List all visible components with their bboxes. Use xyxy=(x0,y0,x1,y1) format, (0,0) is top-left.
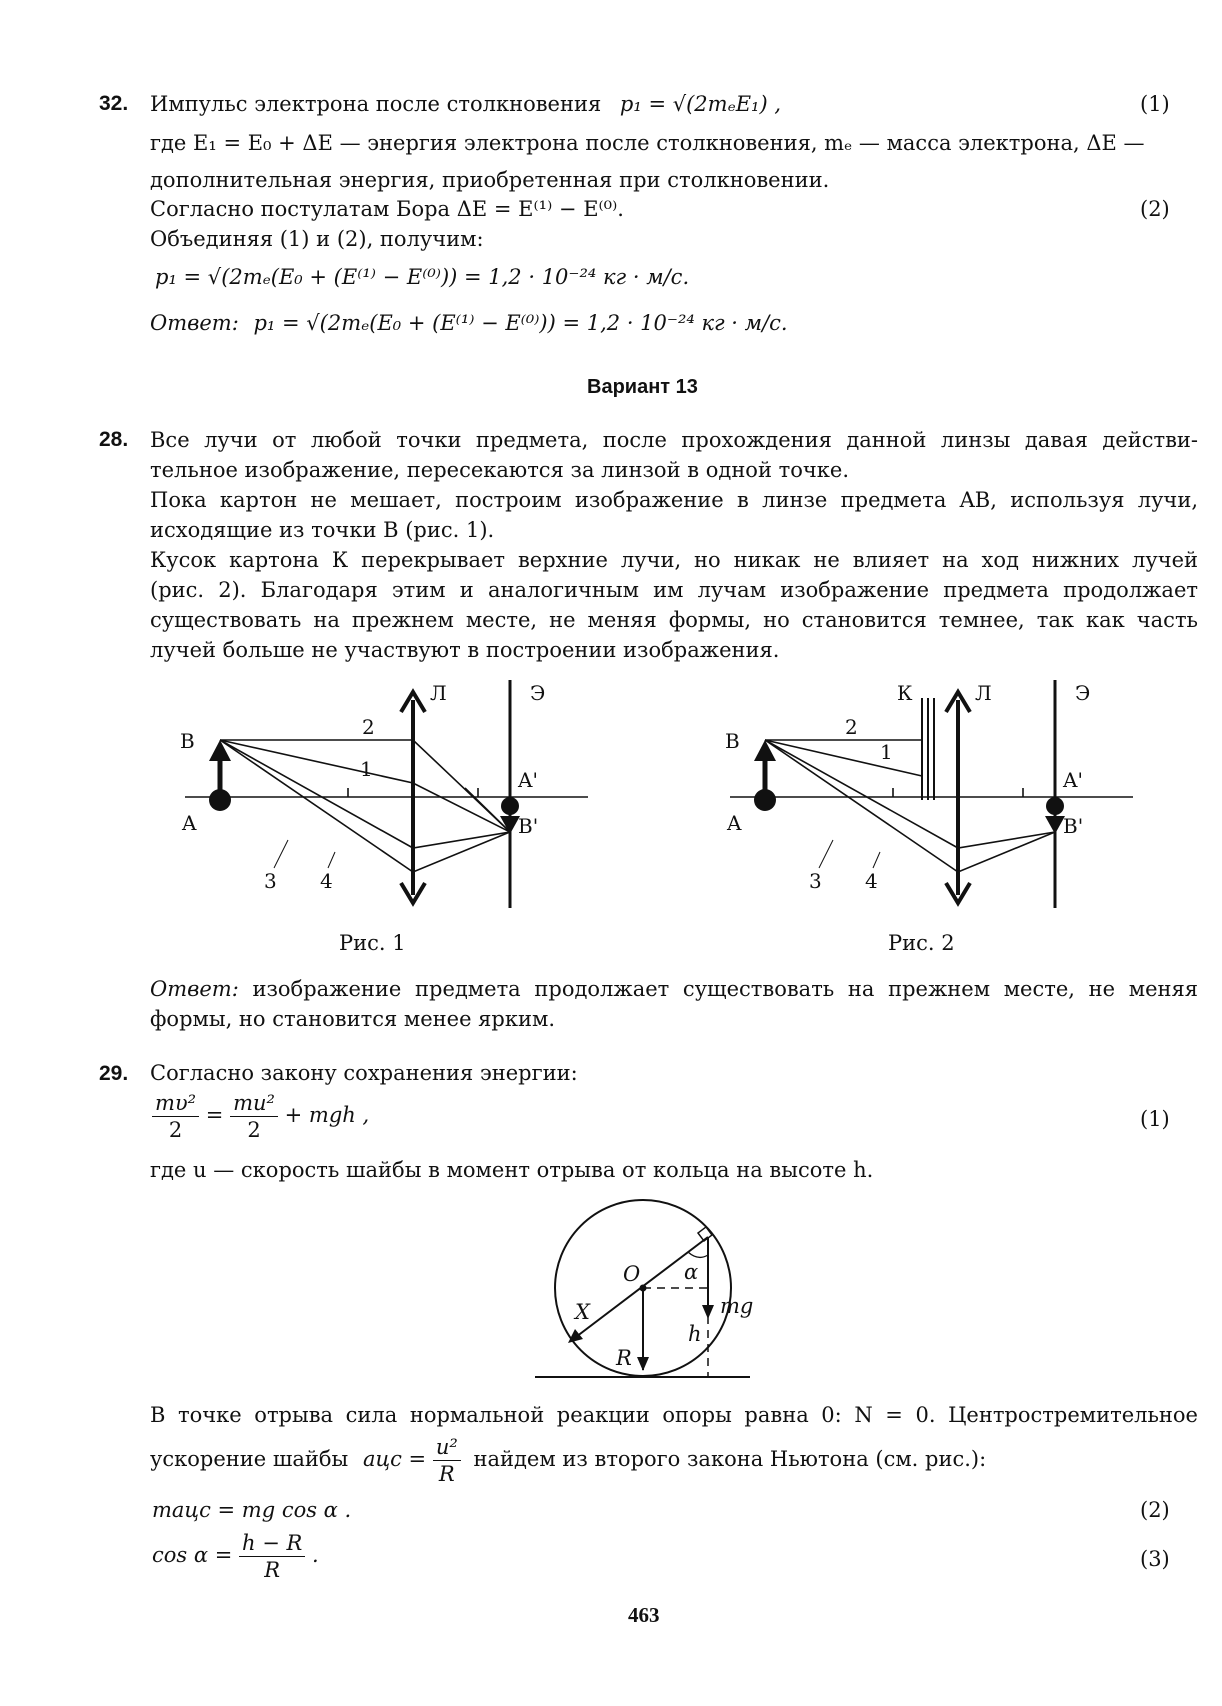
label-B: B xyxy=(180,729,195,753)
fraction-denominator: R xyxy=(438,1462,455,1486)
text-line: (рис. 2). Благодаря этим и аналогичным им лучам изображение предмета продолжает xyxy=(150,578,1198,602)
section-heading: Вариант 13 xyxy=(587,376,698,398)
label-ray-3: 3 xyxy=(264,869,277,893)
label-h: h xyxy=(688,1322,702,1346)
text-line: исходящие из точки B (рис. 1). xyxy=(150,518,495,542)
label-alpha: α xyxy=(684,1260,699,1284)
label-B-prime: B' xyxy=(1063,814,1084,838)
label-B-prime: B' xyxy=(518,814,539,838)
label-screen: Э xyxy=(530,681,546,705)
leader-line xyxy=(274,840,288,868)
ray-3 xyxy=(765,740,1055,848)
leader-line xyxy=(873,852,880,868)
label-lens: Л xyxy=(975,681,992,705)
formula-tail: + mgh , xyxy=(284,1103,370,1127)
lens-diagram-fig2 xyxy=(725,670,1145,910)
leader-line xyxy=(819,840,833,868)
label-A-prime: A' xyxy=(518,768,538,792)
label-ray-4: 4 xyxy=(320,869,333,893)
text-line: лучей больше не участвуют в построении изображения. xyxy=(150,638,780,662)
problem-number: 32. xyxy=(99,92,129,115)
label-cardboard: К xyxy=(897,681,913,705)
label-ray-4: 4 xyxy=(865,869,878,893)
text-line: тельное изображение, пересекаются за линзой в одной точке. xyxy=(150,458,849,482)
fraction xyxy=(433,1434,461,1487)
equation-number: (1) xyxy=(1140,92,1170,116)
answer-label: Ответ: xyxy=(150,311,239,335)
equation-number: (3) xyxy=(1140,1547,1170,1571)
text-line: существовать на прежнем месте, не меняя формы, но становится темнее, так как часть xyxy=(150,608,1198,632)
fraction-numerator: mυ² xyxy=(152,1090,199,1117)
text-line xyxy=(150,1434,986,1487)
image-point-A2 xyxy=(1046,797,1064,815)
text-line: Согласно постулатам Бора ΔE = E⁽¹⁾ − E⁽⁰⁾. xyxy=(150,197,624,221)
label-screen: Э xyxy=(1075,681,1091,705)
formula: p₁ = √(2mₑE₁) , xyxy=(619,92,782,116)
text-line: Все лучи от любой точки предмета, после прохождения данной линзы давая действи- xyxy=(150,428,1198,452)
label-O: O xyxy=(623,1262,641,1286)
label-A-prime: A' xyxy=(1063,768,1083,792)
ray-4 xyxy=(765,740,1055,872)
label-X: X xyxy=(575,1300,590,1324)
label-ray-1: 1 xyxy=(360,757,373,781)
answer-label: Ответ: xyxy=(150,977,239,1001)
formula-lhs: cos α = xyxy=(152,1543,233,1567)
label-ray-2: 2 xyxy=(362,715,375,739)
image-arrowhead xyxy=(1045,816,1065,834)
text-line: В точке отрыва сила нормальной реакции опоры равна 0: N = 0. Центростремительное xyxy=(150,1403,1198,1427)
label-R: R xyxy=(616,1346,632,1370)
ray-1 xyxy=(220,740,510,832)
formula: maцс = mg cos α . xyxy=(152,1498,352,1522)
equation-number: (1) xyxy=(1140,1107,1170,1131)
label-ray-3: 3 xyxy=(809,869,822,893)
equation-number: (2) xyxy=(1140,197,1170,221)
problem-number: 29. xyxy=(99,1062,129,1085)
point-A xyxy=(209,789,231,811)
text-line: Объединяя (1) и (2), получим: xyxy=(150,227,484,251)
fraction-denominator: 2 xyxy=(247,1118,261,1142)
answer-line: формы, но становится менее ярким. xyxy=(150,1007,556,1031)
text-line: дополнительная энергия, приобретенная при столкновении. xyxy=(150,168,830,192)
mg-arrowhead xyxy=(702,1305,714,1319)
label-B: B xyxy=(725,729,740,753)
answer-line xyxy=(150,974,1198,1004)
text-line xyxy=(150,89,781,119)
center-point xyxy=(640,1285,647,1292)
leader-line xyxy=(328,852,335,868)
formula-energy xyxy=(152,1090,369,1143)
text-line: где u — скорость шайбы в момент отрыва от кольца на высоте h. xyxy=(150,1158,874,1182)
lens-diagram-fig1 xyxy=(180,670,600,910)
image-point-A2 xyxy=(501,797,519,815)
fraction-numerator: u² xyxy=(433,1434,461,1461)
fraction xyxy=(230,1090,278,1143)
ray-2 xyxy=(220,740,510,832)
fraction-denominator: R xyxy=(264,1558,281,1582)
formula: p₁ = √(2mₑ(E₀ + (E⁽¹⁾ − E⁽⁰⁾)) = 1,2 · 10⁻²⁴ кг · м/с. xyxy=(155,265,690,289)
equation-number: (2) xyxy=(1140,1498,1170,1522)
radius-arrowhead xyxy=(637,1357,649,1371)
text-line: где E₁ = E₀ + ΔE — энергия электрона после столкновения, mₑ — масса электрона, ΔE — xyxy=(150,131,1145,155)
text-span: Импульс электрона после столкновения xyxy=(150,92,602,116)
label-mg: mg xyxy=(720,1294,754,1318)
text-line: Пока картон не мешает, построим изображение в линзе предмета AB, используя лучи, xyxy=(150,488,1198,512)
object-arrowhead xyxy=(754,740,776,761)
answer-text: изображение предмета продолжает существовать на прежнем месте, не меняя xyxy=(252,977,1198,1001)
formula: p₁ = √(2mₑ(E₀ + (E⁽¹⁾ − E⁽⁰⁾)) = 1,2 · 10⁻²⁴ кг · м/с. xyxy=(253,311,788,335)
point-A xyxy=(754,789,776,811)
label-A: A xyxy=(182,811,197,835)
text-span: найдем из второго закона Ньютона (см. рис.): xyxy=(473,1447,987,1471)
fraction-denominator: 2 xyxy=(168,1118,183,1142)
object-arrowhead xyxy=(209,740,231,761)
fraction-numerator: mu² xyxy=(230,1090,278,1117)
angle-arc xyxy=(688,1252,708,1257)
fraction xyxy=(152,1090,199,1143)
formula: aцс = xyxy=(362,1447,427,1471)
fraction xyxy=(239,1530,305,1583)
text-line: Согласно закону сохранения энергии: xyxy=(150,1061,578,1085)
page-number: 463 xyxy=(628,1603,660,1627)
figure-caption: Рис. 2 xyxy=(888,931,955,955)
figure-caption: Рис. 1 xyxy=(339,931,406,955)
text-line: Кусок картона К перекрывает верхние лучи, но никак не влияет на ход нижних лучей xyxy=(150,548,1198,572)
ray-1-blocked xyxy=(765,740,922,776)
formula-tail: . xyxy=(311,1543,319,1567)
ring-diagram xyxy=(530,1195,760,1385)
text-span: ускорение шайбы xyxy=(150,1447,349,1471)
formula xyxy=(152,1530,319,1583)
label-ray-1: 1 xyxy=(880,740,893,764)
answer-line xyxy=(150,308,788,338)
label-lens: Л xyxy=(430,681,447,705)
label-ray-2: 2 xyxy=(845,715,858,739)
equals-sign: = xyxy=(205,1103,224,1127)
problem-number: 28. xyxy=(99,428,129,451)
fraction-numerator: h − R xyxy=(239,1530,305,1557)
label-A: A xyxy=(727,811,742,835)
